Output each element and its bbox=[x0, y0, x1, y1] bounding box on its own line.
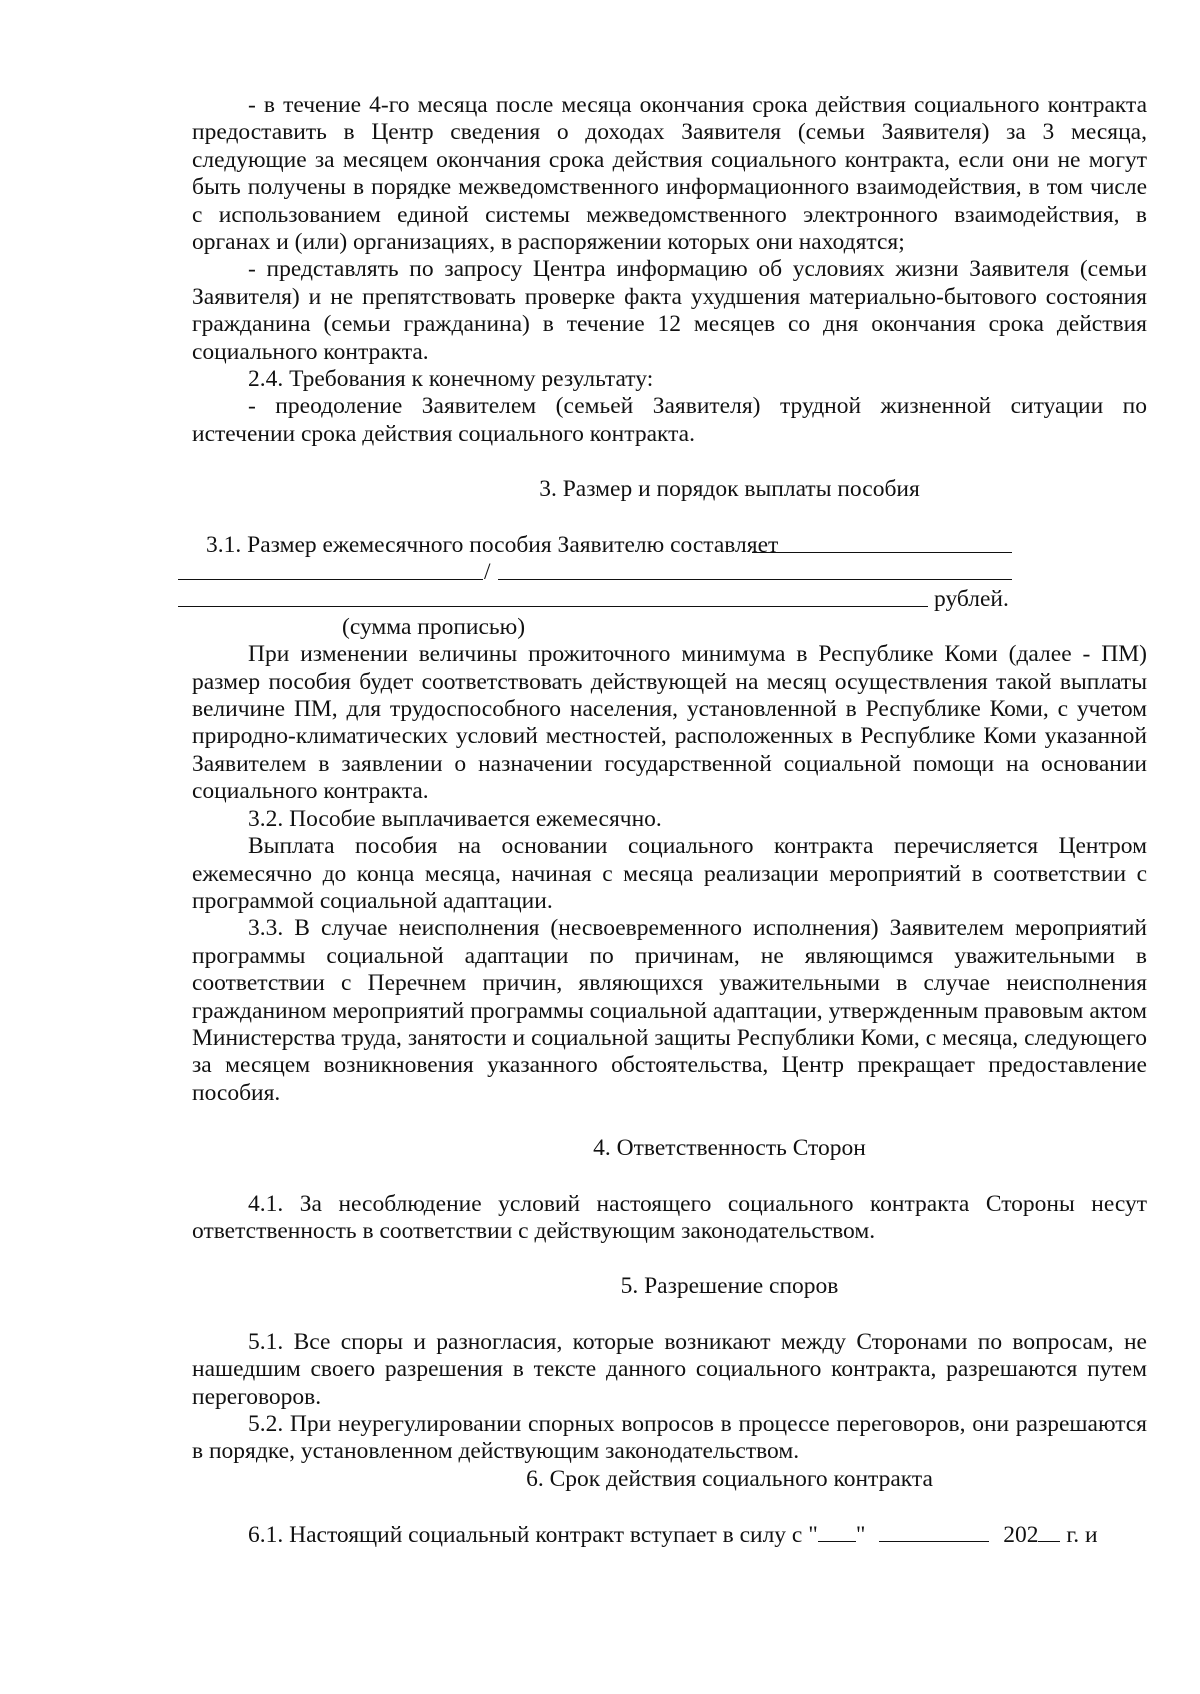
section-4-heading: 4. Ответственность Сторон bbox=[593, 1135, 866, 1162]
start-year-blank bbox=[1038, 1521, 1060, 1542]
section-5-heading: 5. Разрешение споров bbox=[620, 1273, 839, 1300]
paragraph-6-1 bbox=[192, 1521, 1147, 1549]
rubles-label: рублей. bbox=[934, 586, 1009, 613]
paragraph-4-1: 4.1. За несоблюдение условий настоящего социального контракта Стороны несут ответственность в соответствии с действующим законодательством. bbox=[192, 1190, 1147, 1244]
paragraph-2-4: 2.4. Требования к конечному результату: bbox=[248, 366, 654, 393]
allowance-words-blank-1 bbox=[498, 559, 1012, 580]
paragraph-3-2: 3.2. Пособие выплачивается ежемесячно. bbox=[248, 805, 662, 832]
start-day-blank bbox=[818, 1521, 856, 1542]
paragraph-5-2: 5.2. При неурегулировании спорных вопросов в процессе переговоров, они разрешаются в порядке, установленном действующим законодательством. bbox=[192, 1411, 1147, 1465]
allowance-number-blank bbox=[178, 559, 483, 580]
section-3-heading: 3. Размер и порядок выплаты пособия bbox=[539, 476, 920, 503]
paragraph-3-1-label: 3.1. Размер ежемесячного пособия Заявителю составляет bbox=[206, 531, 779, 558]
allowance-amount-line-3 bbox=[192, 586, 1147, 613]
paragraph-report-income: - в течение 4-го месяца после месяца окончания срока действия социального контракта предоставить в Центр сведения о доходах Заявителя (семьи Заявителя) за 3 месяца, следующие за месяцем окончания срока действия социального контракта, если они не могут быть получены в порядке межведомственного информационного взаимодействия, в том числе с использованием единой системы межведомственного электронного взаимодействия, в органах и (или) организациях, в распоряжении которых они находятся; bbox=[192, 92, 1147, 256]
paragraph-6-1-end: г. и bbox=[1060, 1522, 1098, 1549]
paragraph-provide-info: - представлять по запросу Центра информацию об условиях жизни Заявителя (семьи Заявителя) и не препятствовать проверке факта ухудшения материально-бытового состояния гражданина (семьи гражданина) в течение 12 месяцев со дня окончания срока действия социального контракта. bbox=[192, 256, 1147, 365]
allowance-amount-line-2 bbox=[192, 559, 1147, 586]
document-page bbox=[192, 92, 1147, 1550]
section-6-heading: 6. Срок действия социального контракта bbox=[526, 1465, 933, 1492]
paragraph-payment: Выплата пособия на основании социального контракта перечисляется Центром ежемесячно до конца месяца, начиная с месяца реализации мероприятий в соответствии с программой социальной адаптации. bbox=[192, 833, 1147, 914]
paragraph-final-result: - преодоление Заявителем (семьей Заявителя) трудной жизненной ситуации по истечении срока действия социального контракта. bbox=[192, 393, 1147, 447]
allowance-amount-blank bbox=[752, 532, 1012, 553]
paragraph-5-1: 5.1. Все споры и разногласия, которые возникают между Сторонами по вопросам, не нашедшим своего разрешения в тексте данного социального контракта, разрешаются путем переговоров. bbox=[192, 1328, 1147, 1410]
paragraph-3-3: 3.3. В случае неисполнения (несвоевременного исполнения) Заявителем мероприятий программы социальной адаптации по причинам, не являющимся уважительными в соответствии с Перечнем причин, являющихся уважительными в случае неисполнения гражданином мероприятий программы социальной адаптации, утвержденным правовым актом Министерства труда, занятости и социальной защиты Республики Коми, с месяца, следующего за месяцем возникновения указанного обстоятельства, Центр прекращает предоставление пособия. bbox=[192, 915, 1147, 1106]
allowance-amount-line-1 bbox=[192, 532, 1147, 559]
paragraph-6-1-start: 6.1. Настоящий социальный контракт вступает в силу с " bbox=[248, 1522, 818, 1549]
sum-in-words-caption: (сумма прописью) bbox=[342, 613, 526, 640]
slash-separator: / bbox=[484, 559, 491, 586]
year-prefix: 202 bbox=[1003, 1522, 1039, 1549]
start-month-blank bbox=[879, 1521, 989, 1542]
quote-close: " bbox=[855, 1522, 866, 1549]
allowance-words-blank-2 bbox=[178, 586, 928, 607]
paragraph-subsistence-change: При изменении величины прожиточного минимума в Республике Коми (далее - ПМ) размер пособия будет соответствовать действующей на месяц осуществления такой выплаты величине ПМ, для трудоспособного населения, установленной в Республике Коми, с учетом природно-климатических условий местностей, расположенных в Республике Коми указанной Заявителем в заявлении о назначении государственной социальной помощи на основании социального контракта. bbox=[192, 641, 1147, 805]
